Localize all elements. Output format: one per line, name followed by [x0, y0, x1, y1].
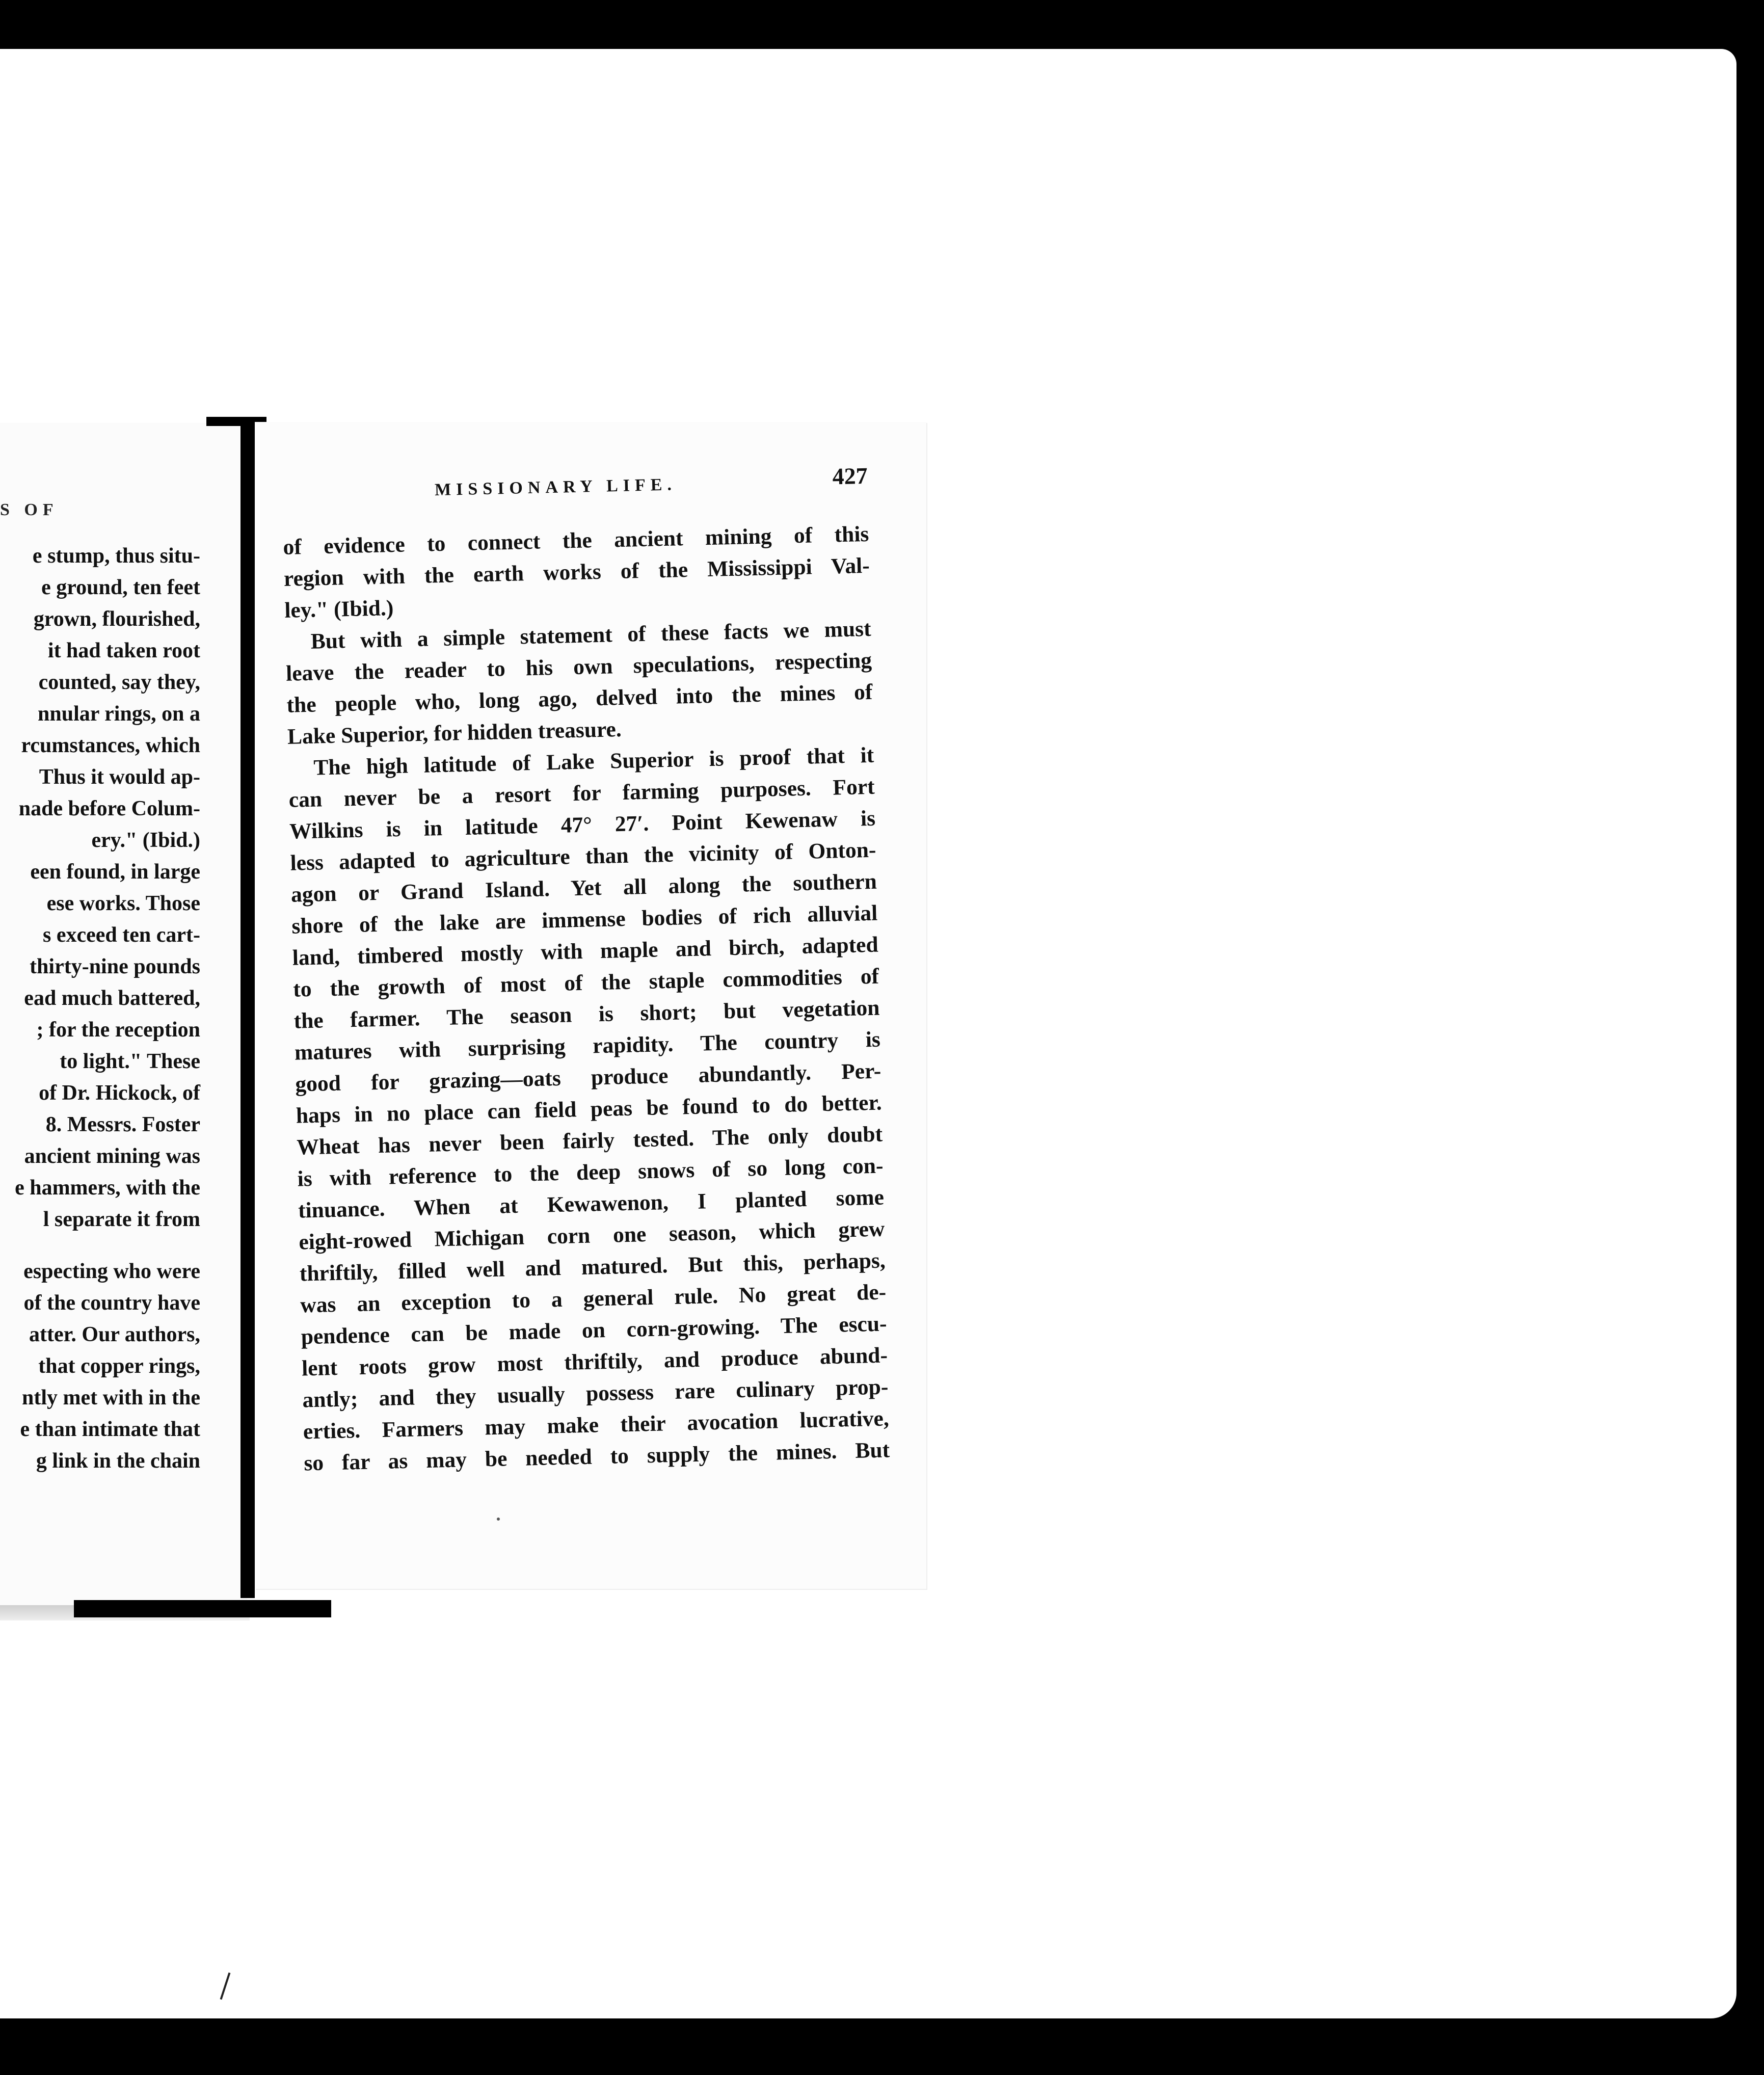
left-line: that copper rings,: [38, 1354, 200, 1378]
left-running-head: S OF: [0, 500, 59, 519]
text-line: ley." (Ibid.): [284, 596, 394, 623]
text-line: good for grazing—oats produce abundantly. Per-: [295, 1058, 881, 1097]
text-line: thriftily, filled well and matured. But this, perhaps,: [299, 1248, 886, 1286]
left-line: e ground, ten feet: [41, 576, 200, 599]
running-title: MISSIONARY LIFE.: [434, 475, 677, 500]
left-line: grown, flourished,: [33, 607, 200, 631]
left-line: ery." (Ibid.): [91, 829, 200, 852]
text-line: agon or Grand Island. Yet all along the southern: [290, 869, 877, 907]
left-line: of the country have: [23, 1291, 200, 1315]
text-line: But with a simple statement of these facts we must: [310, 616, 872, 654]
left-line: rcumstances, which: [21, 734, 200, 757]
text-line: The high latitude of Lake Superior is proof that it: [313, 742, 874, 780]
left-line: Thus it would ap-: [39, 765, 200, 789]
text-line: haps in no place can field peas be found to do better.: [296, 1090, 883, 1128]
left-line: atter. Our authors,: [29, 1323, 200, 1346]
text-line: so far as may be needed to supply the mines. But: [303, 1438, 890, 1476]
text-line: of evidence to connect the ancient mining of this: [283, 521, 869, 560]
left-text-block: [0, 540, 200, 1477]
left-page-fragment: [0, 423, 247, 1613]
left-line: een found, in large: [30, 860, 200, 884]
text-line: less adapted to agriculture than the vicinity of Onton-: [290, 837, 876, 875]
text-line: antly; and they usually possess rare culinary prop-: [302, 1374, 889, 1413]
left-line: thirty-nine pounds: [30, 955, 200, 978]
left-line: ntly met with in the: [22, 1386, 200, 1409]
text-line: was an exception to a general rule. No great de-: [300, 1280, 887, 1318]
text-line: shore of the lake are immense bodies of rich alluvial: [291, 900, 878, 939]
left-line: of Dr. Hickock, of: [39, 1081, 200, 1105]
body-text: [283, 518, 890, 1479]
text-line: to the growth of most of the staple commodities of: [292, 964, 879, 1002]
left-line: ead much battered,: [24, 987, 200, 1010]
text-line: the people who, long ago, delved into the mines of: [286, 679, 873, 717]
left-line: it had taken root: [47, 639, 200, 662]
left-line: g link in the chain: [36, 1449, 200, 1473]
text-line: region with the earth works of the Mississippi Val-: [283, 553, 870, 591]
text-line: Lake Superior, for hidden treasure.: [287, 716, 622, 749]
left-line: ancient mining was: [24, 1145, 200, 1168]
page-number: 427: [832, 462, 868, 490]
text-line: pendence can be made on corn-growing. The escu-: [301, 1311, 887, 1349]
binding-bracket-bottom: [74, 1600, 331, 1617]
text-line: matures with surprising rapidity. The country is: [294, 1027, 881, 1065]
right-page: [255, 422, 926, 1589]
text-line: land, timbered mostly with maple and birch, adapted: [292, 932, 879, 970]
left-line: ; for the reception: [36, 1018, 200, 1042]
left-line: ese works. Those: [46, 892, 200, 915]
left-line: 8. Messrs. Foster: [45, 1113, 200, 1136]
text-line: eight-rowed Michigan corn one season, which grew: [298, 1216, 885, 1255]
text-line: Wilkins is in latitude 47° 27′. Point Kewenaw is: [289, 806, 876, 844]
left-line: nnular rings, on a: [38, 702, 200, 726]
left-line: to light." These: [60, 1050, 200, 1073]
left-line: e than intimate that: [20, 1418, 200, 1441]
stray-ink-dot: [497, 1518, 500, 1521]
text-line: leave the reader to his own speculations, respecting: [285, 648, 872, 686]
text-line: the farmer. The season is short; but vegetation: [293, 995, 880, 1033]
left-line: l separate it from: [43, 1208, 200, 1231]
text-line: Wheat has never been fairly tested. The only doubt: [296, 1122, 883, 1160]
binding-bracket-spine: [240, 421, 255, 1598]
text-line: lent roots grow most thriftily, and produce abund-: [301, 1343, 888, 1381]
left-line-gap: [0, 1235, 200, 1256]
text-line: is with reference to the deep snows of so long con-: [297, 1153, 884, 1191]
left-line: nade before Colum-: [18, 797, 200, 820]
text-line: tinuance. When at Kewawenon, I planted some: [298, 1185, 885, 1223]
left-line: especting who were: [23, 1260, 200, 1283]
left-line: counted, say they,: [38, 671, 200, 694]
left-line: s exceed ten cart-: [42, 923, 200, 947]
left-line: e stump, thus situ-: [32, 544, 200, 568]
text-line: erties. Farmers may make their avocation lucrative,: [303, 1406, 890, 1444]
text-line: can never be a resort for farming purposes. Fort: [288, 774, 875, 812]
left-line: e hammers, with the: [15, 1176, 200, 1200]
